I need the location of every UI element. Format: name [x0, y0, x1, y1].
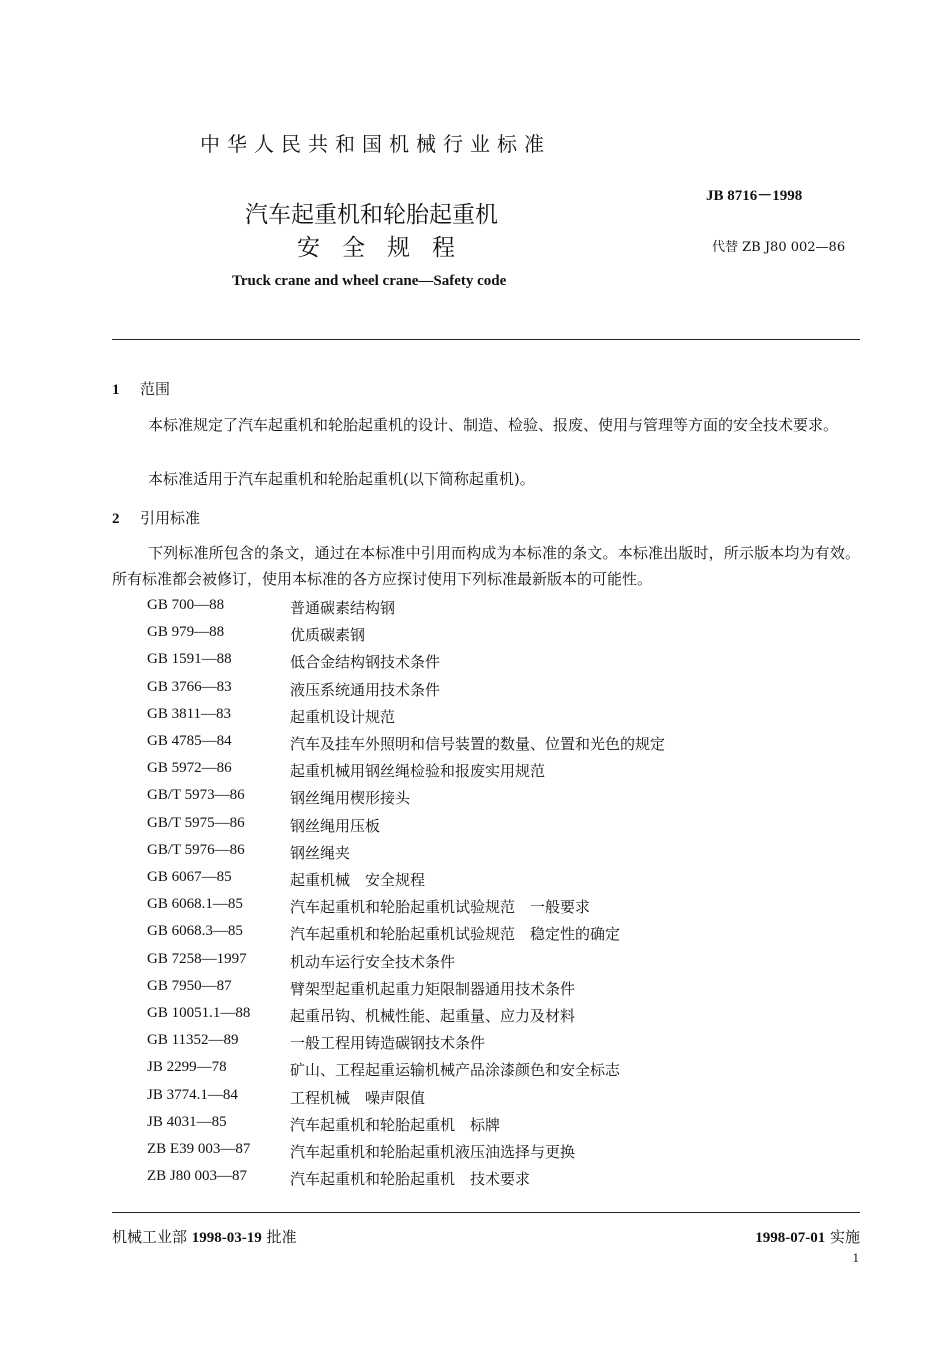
- reference-code: GB/T 5976—86: [147, 842, 245, 858]
- reference-code: GB 6068.1—85: [147, 896, 243, 912]
- reference-code: GB 10051.1—88: [147, 1005, 251, 1021]
- approval-date: 1998-03-19: [191, 1230, 262, 1246]
- issuer: 机械工业部: [112, 1228, 188, 1246]
- reference-code: GB 7258—1997: [147, 951, 247, 967]
- effective-date: 1998-07-01: [755, 1230, 826, 1246]
- reference-title: 汽车起重机和轮胎起重机 技术要求: [290, 1170, 531, 1188]
- reference-code: JB 4031—85: [147, 1114, 227, 1130]
- section-2-number: 2: [112, 511, 120, 527]
- reference-title: 低合金结构钢技术条件: [290, 653, 441, 671]
- section-1-title: 范围: [140, 380, 171, 398]
- section-1-paragraph-1: 本标准规定了汽车起重机和轮胎起重机的设计、制造、检验、报废、使用与管理等方面的安全技术要求。: [148, 416, 839, 434]
- reference-code: GB 3766—83: [147, 679, 232, 695]
- reference-title: 普通碳素结构钢: [290, 599, 396, 617]
- reference-code: GB 6067—85: [147, 869, 232, 885]
- reference-code: ZB J80 003—87: [147, 1168, 248, 1184]
- reference-title: 汽车起重机和轮胎起重机 标牌: [290, 1116, 501, 1134]
- reference-code: JB 2299—78: [147, 1059, 227, 1075]
- reference-code: GB/T 5975—86: [147, 815, 245, 831]
- section-2-paragraph-1: 下列标准所包含的条文，通过在本标准中引用而构成为本标准的条文。本标准出版时，所示版本均为有效。所有标准都会被修订，使用本标准的各方应探讨使用下列标准最新版本的可能性。: [112, 544, 860, 588]
- replaces-standard: 代替 ZB J80 002—86: [712, 240, 846, 255]
- reference-code: GB 6068.3—85: [147, 923, 243, 939]
- reference-title: 臂架型起重机起重力矩限制器通用技术条件: [290, 980, 576, 998]
- standard-code: JB 8716－1998: [706, 188, 803, 204]
- reference-title: 起重机设计规范: [290, 708, 396, 726]
- reference-code: GB 4785—84: [147, 733, 232, 749]
- reference-code: GB 979—88: [147, 624, 225, 640]
- english-title: Truck crane and wheel crane—Safety code: [232, 273, 507, 289]
- reference-code: GB 11352—89: [147, 1032, 239, 1048]
- reference-title: 工程机械 噪声限值: [290, 1089, 426, 1107]
- bottom-divider: [112, 1212, 860, 1213]
- section-1-number: 1: [112, 382, 120, 398]
- reference-code: ZB E39 003—87: [147, 1141, 251, 1157]
- section-2-title: 引用标准: [140, 509, 201, 527]
- reference-title: 起重吊钩、机械性能、起重量、应力及材料: [290, 1007, 576, 1025]
- page-number: 1: [852, 1250, 859, 1265]
- reference-code: GB 1591—88: [147, 651, 232, 667]
- effective-info: [755, 1226, 860, 1247]
- section-1-heading: [112, 378, 170, 399]
- reference-code: GB 5972—86: [147, 760, 232, 776]
- reference-title: 汽车及挂车外照明和信号装置的数量、位置和光色的规定: [290, 735, 666, 753]
- reference-code: GB/T 5973—86: [147, 787, 245, 803]
- reference-title: 钢丝绳用压板: [290, 817, 381, 835]
- reference-title: 机动车运行安全技术条件: [290, 953, 456, 971]
- reference-title: 钢丝绳用楔形接头: [290, 789, 411, 807]
- reference-code: GB 7950—87: [147, 978, 232, 994]
- standard-category-title: 中华人民共和国机械行业标准: [200, 132, 551, 156]
- reference-title: 汽车起重机和轮胎起重机试验规范 一般要求: [290, 898, 591, 916]
- reference-title: 一般工程用铸造碳钢技术条件: [290, 1034, 486, 1052]
- reference-code: JB 3774.1—84: [147, 1087, 238, 1103]
- reference-title: 矿山、工程起重运输机械产品涂漆颜色和安全标志: [290, 1061, 621, 1079]
- reference-code: GB 3811—83: [147, 706, 232, 722]
- section-1-paragraph-2: 本标准适用于汽车起重机和轮胎起重机(以下简称起重机)。: [148, 470, 535, 488]
- section-2-heading: [112, 507, 200, 528]
- document-title-line1: 汽车起重机和轮胎起重机: [245, 202, 498, 228]
- top-divider: [112, 339, 860, 340]
- approval-info: [112, 1226, 297, 1247]
- reference-title: 钢丝绳夹: [290, 844, 351, 862]
- document-title-line2: 安全规程: [297, 235, 477, 261]
- approval-label: 批准: [266, 1228, 297, 1246]
- reference-title: 起重机械 安全规程: [290, 871, 426, 889]
- reference-code: GB 700—88: [147, 597, 225, 613]
- reference-title: 汽车起重机和轮胎起重机液压油选择与更换: [290, 1143, 576, 1161]
- reference-title: 起重机械用钢丝绳检验和报废实用规范: [290, 762, 546, 780]
- reference-title: 汽车起重机和轮胎起重机试验规范 稳定性的确定: [290, 925, 621, 943]
- reference-title: 优质碳素钢: [290, 626, 366, 644]
- reference-title: 液压系统通用技术条件: [290, 681, 441, 699]
- effective-label: 实施: [829, 1228, 860, 1246]
